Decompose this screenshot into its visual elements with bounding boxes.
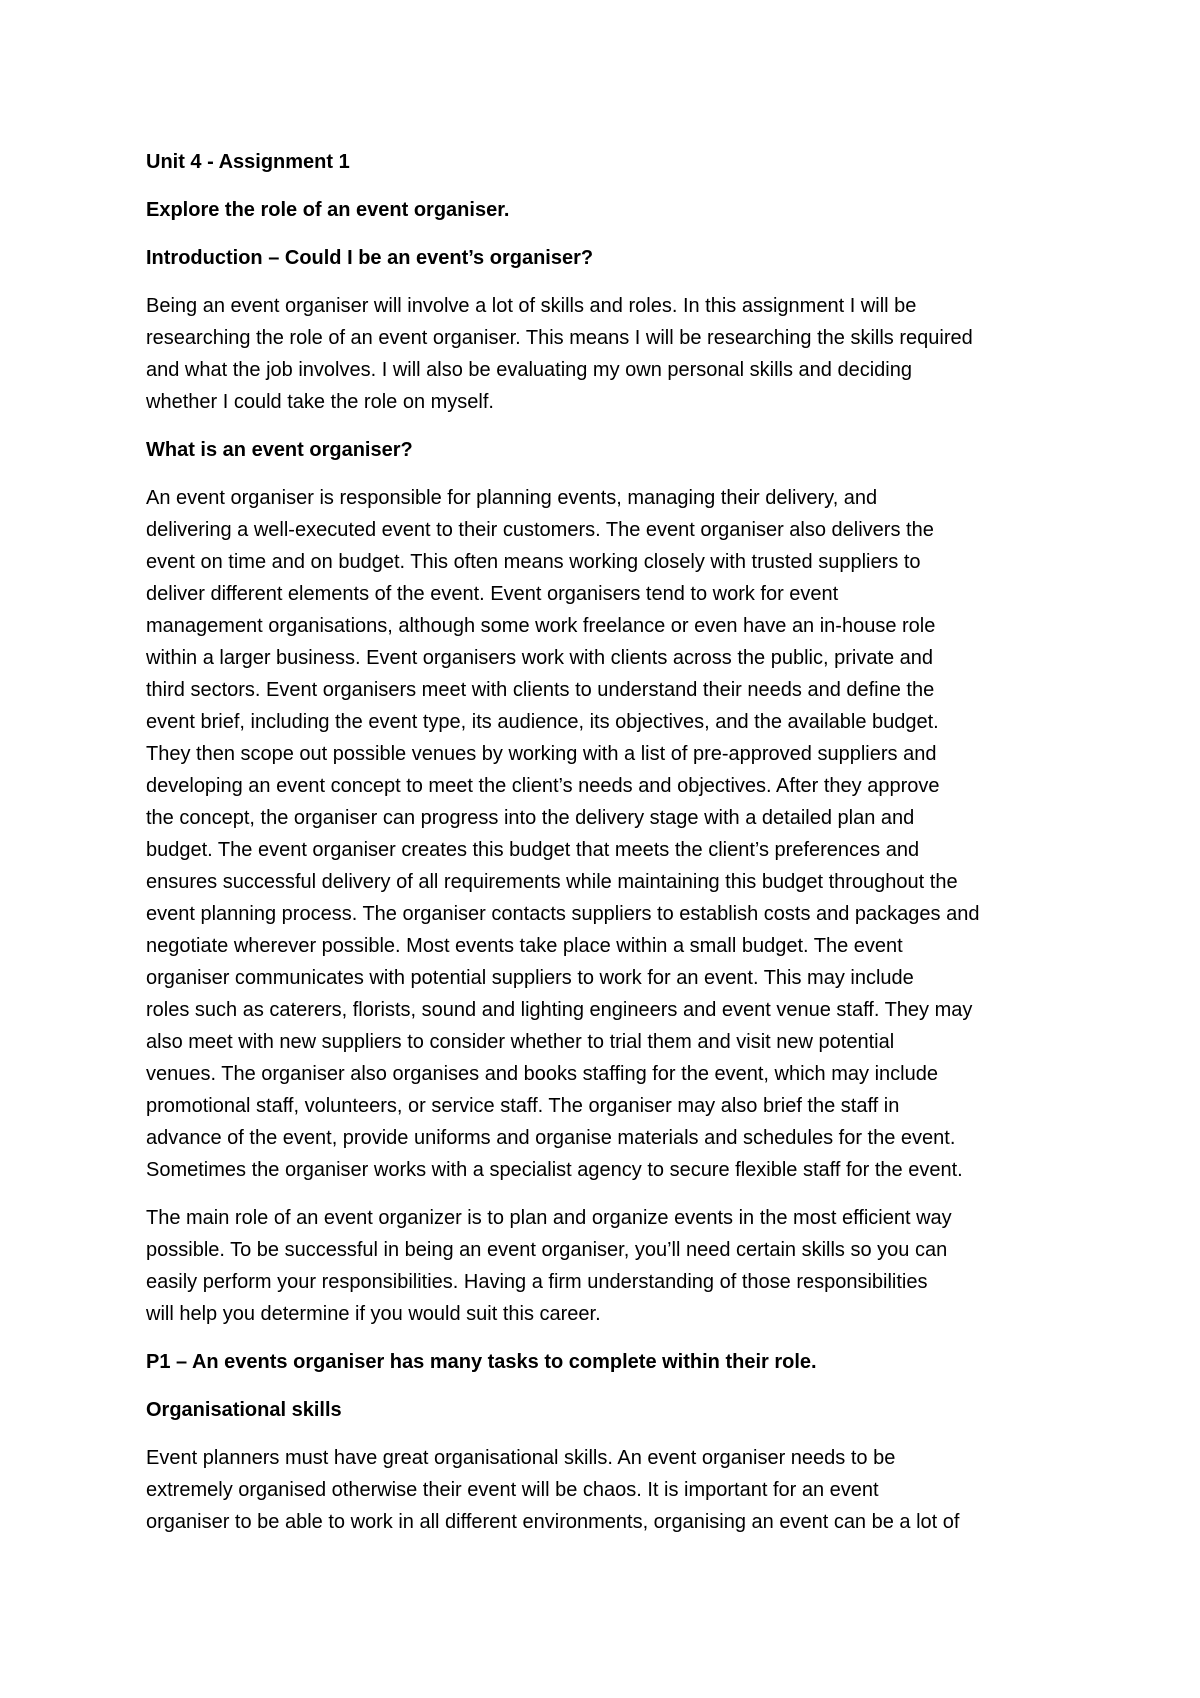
paragraph-line: roles such as caterers, florists, sound and lighting engineers and event venue staff. They may [146,999,973,1021]
paragraph-line: negotiate wherever possible. Most events take place within a small budget. The event [146,935,903,957]
document-title: Unit 4 - Assignment 1 [146,151,350,173]
paragraph-line: possible. To be successful in being an event organiser, you’ll need certain skills so you can [146,1239,948,1261]
what-paragraph [146,482,1066,1186]
paragraph-line: Event planners must have great organisational skills. An event organiser needs to be [146,1447,896,1469]
paragraph-line: within a larger business. Event organisers work with clients across the public, private and [146,647,934,669]
document-page [146,146,1066,1554]
paragraph-line: The main role of an event organizer is to plan and organize events in the most efficient way [146,1207,952,1229]
paragraph-line: researching the role of an event organiser. This means I will be researching the skills required [146,327,973,349]
paragraph-line: will help you determine if you would suit this career. [146,1303,601,1325]
paragraph-line: event brief, including the event type, its audience, its objectives, and the available budget. [146,711,939,733]
intro-heading: Introduction – Could I be an event’s organiser? [146,247,594,269]
paragraph-line: developing an event concept to meet the client’s needs and objectives. After they approve [146,775,940,797]
paragraph-line: An event organiser is responsible for planning events, managing their delivery, and [146,487,878,509]
p1-heading: P1 – An events organiser has many tasks to complete within their role. [146,1351,817,1373]
paragraph-line: and what the job involves. I will also be evaluating my own personal skills and deciding [146,359,912,381]
paragraph-line: ensures successful delivery of all requirements while maintaining this budget throughout the [146,871,958,893]
paragraph-line: management organisations, although some work freelance or even have an in-house role [146,615,936,637]
paragraph-line: They then scope out possible venues by working with a list of pre-approved suppliers and [146,743,937,765]
intro-paragraph [146,290,1066,418]
organisational-skills-heading: Organisational skills [146,1399,342,1421]
paragraph-line: budget. The event organiser creates this budget that meets the client’s preferences and [146,839,920,861]
paragraph-line: organiser to be able to work in all different environments, organising an event can be a lot of [146,1511,960,1533]
paragraph-line: whether I could take the role on myself. [146,391,494,413]
paragraph-line: easily perform your responsibilities. Having a firm understanding of those responsibilities [146,1271,928,1293]
paragraph-line: the concept, the organiser can progress into the delivery stage with a detailed plan and [146,807,915,829]
paragraph-line: also meet with new suppliers to consider whether to trial them and visit new potential [146,1031,895,1053]
organisational-skills-paragraph [146,1442,1066,1538]
paragraph-line: organiser communicates with potential suppliers to work for an event. This may include [146,967,914,989]
paragraph-line: delivering a well-executed event to their customers. The event organiser also delivers the [146,519,934,541]
paragraph-line: deliver different elements of the event. Event organisers tend to work for event [146,583,839,605]
paragraph-line: Being an event organiser will involve a lot of skills and roles. In this assignment I will be [146,295,917,317]
paragraph-line: third sectors. Event organisers meet with clients to understand their needs and define the [146,679,935,701]
paragraph-line: event planning process. The organiser contacts suppliers to establish costs and packages and [146,903,980,925]
paragraph-line: extremely organised otherwise their event will be chaos. It is important for an event [146,1479,879,1501]
paragraph-line: venues. The organiser also organises and books staffing for the event, which may include [146,1063,938,1085]
what-heading: What is an event organiser? [146,439,413,461]
paragraph-line: advance of the event, provide uniforms and organise materials and schedules for the event. [146,1127,956,1149]
paragraph-line: promotional staff, volunteers, or service staff. The organiser may also brief the staff in [146,1095,900,1117]
paragraph-line: Sometimes the organiser works with a specialist agency to secure flexible staff for the event. [146,1159,963,1181]
main-role-paragraph [146,1202,1066,1330]
assignment-subtitle: Explore the role of an event organiser. [146,199,510,221]
paragraph-line: event on time and on budget. This often means working closely with trusted suppliers to [146,551,921,573]
